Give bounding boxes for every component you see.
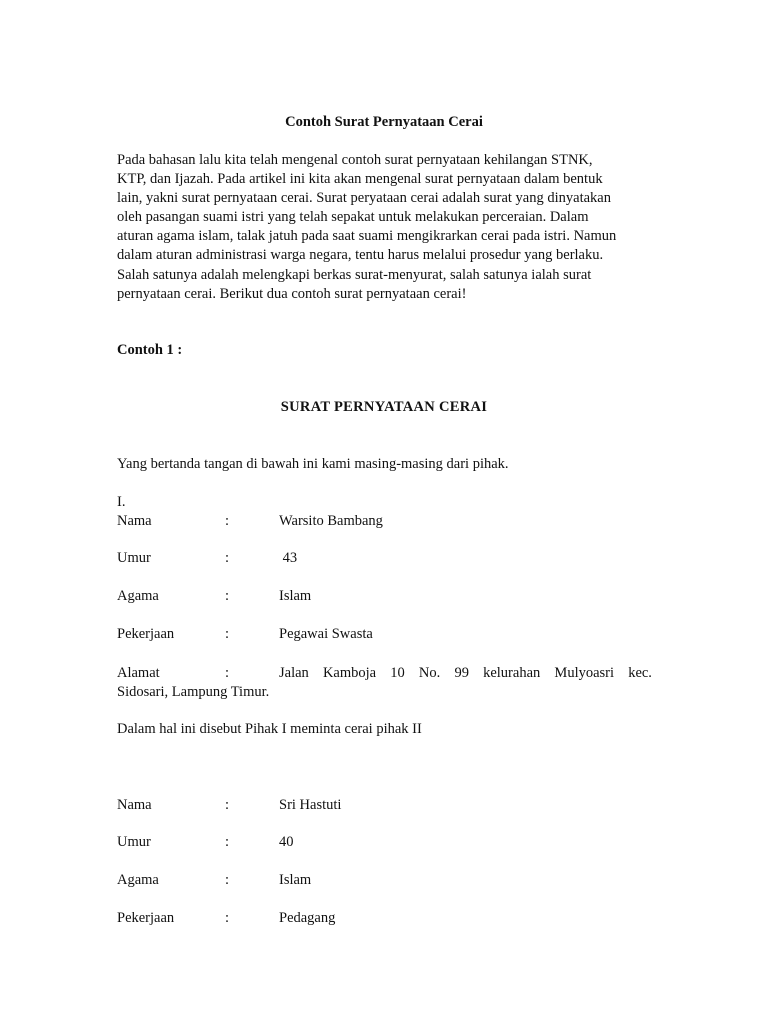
field-label: Pekerjaan [117,626,175,642]
field-colon: : [225,626,230,642]
field-colon: : [225,834,230,850]
party2-agama-field [117,872,652,892]
field-value: Islam [279,588,312,604]
intro-line: aturan agama islam, talak jatuh pada saat suami mengikrarkan cerai pada istri. Namun [117,228,617,245]
intro-line: oleh pasangan suami istri yang telah sepakat untuk melakukan perceraian. Dalam [117,209,589,226]
field-value: Pedagang [279,910,336,926]
intro-line: dalam aturan administrasi warga negara, tentu harus melalui prosedur yang berlaku. [117,247,604,264]
party1-pekerjaan-field [117,626,652,646]
field-label: Pekerjaan [117,910,175,926]
field-value: 40 [279,834,294,850]
field-label: Nama [117,513,152,529]
party1-nama-field [117,513,652,533]
field-colon: : [225,550,230,566]
party1-umur-field [117,550,652,570]
intro-line: pernyataan cerai. Berikut dua contoh surat pernyataan cerai! [117,285,467,302]
party2-nama-field [117,797,652,817]
field-value: Warsito Bambang [279,513,383,529]
intro-line: KTP, dan Ijazah. Pada artikel ini kita akan mengenal surat pernyataan dalam bentuk [117,171,603,188]
address-word: 10 [390,665,405,681]
field-label: Agama [117,588,159,604]
address-word: Jalan [279,665,309,681]
address-word: No. [418,665,441,681]
field-colon: : [225,797,230,813]
address-line-2: Sidosari, Lampung Timur. [117,684,270,700]
party1-note: Dalam hal ini disebut Pihak I meminta cerai pihak II [117,721,422,737]
address-line-1 [279,664,652,683]
field-value: Sri Hastuti [279,797,342,813]
address-word: Kamboja [322,665,377,681]
party-number: I. [117,494,126,510]
field-label: Alamat [117,665,160,681]
intro-paragraph [117,151,657,304]
field-value: Pegawai Swasta [279,626,373,642]
party2-umur-field [117,834,652,854]
field-colon: : [225,513,230,529]
address-word: Mulyoasri [554,665,615,681]
opening-statement: Yang bertanda tangan di bawah ini kami masing-masing dari pihak. [117,456,509,472]
party2-pekerjaan-field [117,910,652,930]
intro-line: lain, yakni surat pernyataan cerai. Surat peryataan cerai adalah surat yang dinyatakan [117,190,611,207]
party1-agama-field [117,588,652,608]
field-colon: : [225,872,230,888]
field-value: 43 [279,550,298,566]
field-value: Islam [279,872,312,888]
field-label: Umur [117,550,151,566]
field-label: Agama [117,872,159,888]
intro-line: Salah satunya adalah melengkapi berkas surat-menyurat, salah satunya ialah surat [117,266,592,283]
field-label: Umur [117,834,151,850]
party1-alamat-field [117,664,652,702]
document-title: Contoh Surat Pernyataan Cerai [285,114,483,130]
address-word: kelurahan [483,665,541,681]
example-label: Contoh 1 : [117,342,183,358]
address-word: 99 [454,665,469,681]
field-colon: : [225,910,230,926]
letter-title: SURAT PERNYATAAN CERAI [280,399,488,415]
intro-line: Pada bahasan lalu kita telah mengenal contoh surat pernyataan kehilangan STNK, [117,152,593,168]
field-colon: : [225,588,230,604]
field-colon: : [225,665,230,681]
address-word: kec. [628,665,652,681]
field-label: Nama [117,797,152,813]
